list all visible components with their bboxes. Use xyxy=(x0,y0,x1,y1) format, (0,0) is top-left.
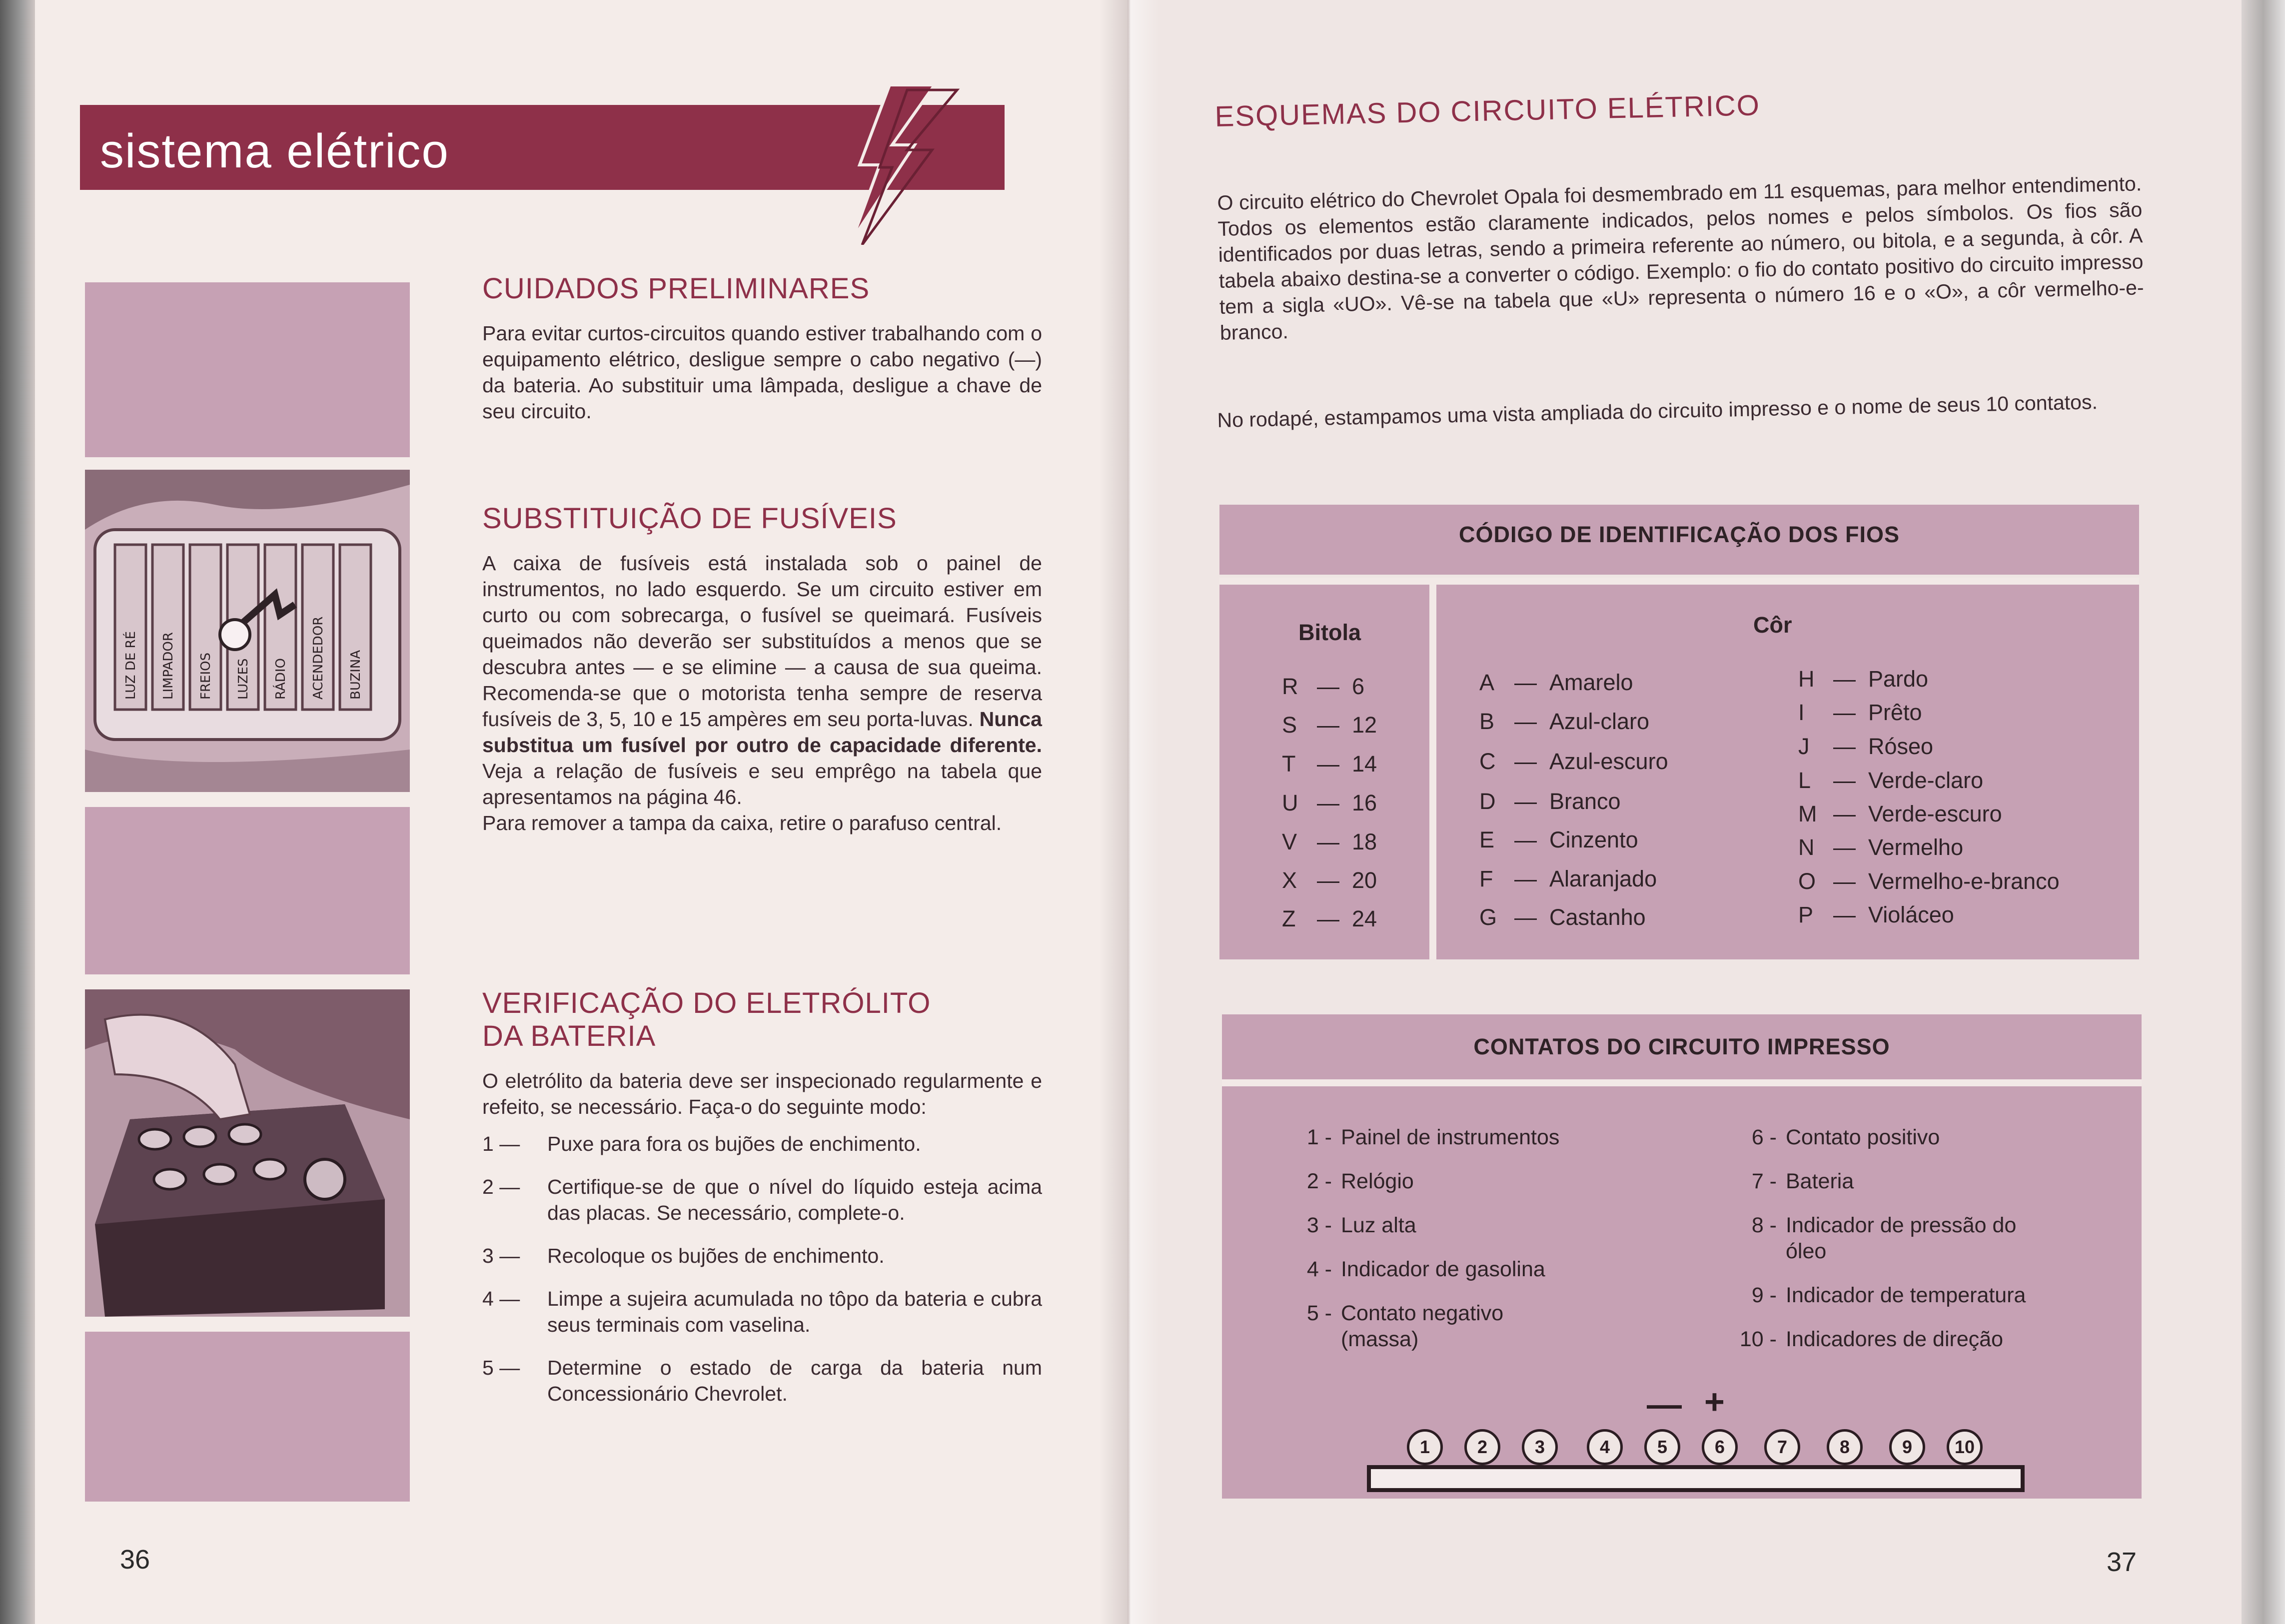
text-fusiveis-warning: Nunca substitua um fusível por outro de capacidade diferente. xyxy=(482,708,1042,757)
color-code: D xyxy=(1479,789,1496,814)
sidebar-panel-2 xyxy=(85,807,410,974)
page-title: sistema elétrico xyxy=(100,124,449,178)
text-fusiveis xyxy=(482,550,1042,810)
color-name: Pardo xyxy=(1868,666,1929,692)
table-divider xyxy=(1429,585,1436,959)
contacts-column-2 xyxy=(1729,1124,2039,1370)
color-code: I xyxy=(1798,700,1805,725)
wire-gauge: 20 xyxy=(1352,867,1377,893)
table-row: I — Prêto xyxy=(1798,700,1922,725)
step-number: 1 — xyxy=(482,1132,520,1155)
color-name: Azul-escuro xyxy=(1549,749,1668,774)
text-cuidados: Para evitar curtos-circuitos quando estiver trabalhando com o equipamento elétrico, desligue sempre o cabo negativo (—) da bateria. Ao substituir uma lâmpada, desligue a chave de seu circuito. xyxy=(482,322,1042,423)
table-row: C — Azul-escuro xyxy=(1479,749,1668,774)
wire-gauge: 18 xyxy=(1352,829,1377,854)
wire-code: T xyxy=(1282,751,1296,777)
text-eletrolito: O eletrólito da bateria deve ser inspecionado regularmente e refeito, se necessário. Faça-o do seguinte modo: xyxy=(482,1069,1042,1118)
fuse-label-limpador: LIMPADOR xyxy=(161,632,176,700)
table-row: O — Vermelho-e-branco xyxy=(1798,868,2060,894)
circuit-pin: 2 xyxy=(1464,1429,1500,1465)
color-code: A xyxy=(1479,670,1495,695)
table-row: J — Róseo xyxy=(1798,734,1934,759)
wire-gauge: 12 xyxy=(1352,712,1377,738)
footer-note-text: No rodapé, estampamos uma vista ampliada do circuito impresso e o nome de seus 10 contatos. xyxy=(1217,390,2098,432)
color-code: O xyxy=(1798,868,1816,894)
fuse-label-freios: FREIOS xyxy=(198,652,213,700)
step-text: Certifique-se de que o nível do líquido esteja acima das placas. Se necessário, complete-o. xyxy=(547,1175,1042,1224)
color-name: Róseo xyxy=(1868,734,1934,759)
heading-eletrolito-line1: VERIFICAÇÃO DO ELETRÓLITO xyxy=(482,987,931,1019)
list-item xyxy=(1729,1124,2039,1150)
contact-label: Luz alta xyxy=(1341,1213,1416,1237)
color-code: J xyxy=(1798,734,1810,759)
list-item xyxy=(1729,1282,2039,1308)
text-fusiveis-part1: A caixa de fusíveis está instalada sob o painel de instrumentos, no lado esquerdo. Se um circuito estiver em curto ou com sobrecarga, o fusível se queimará. Fusíveis queimados não deverão ser substituídos a menos que se descubra antes — e se elimine — a causa de sua queima. Recomenda-se que o motorista tenha sempre de reserva fusíveis de 3, 5, 10 e 15 ampères em seu porta-luvas. xyxy=(482,552,1042,731)
book-edge-right xyxy=(2242,0,2285,1624)
printed-circuit-board xyxy=(1367,1465,2025,1492)
circuit-pin: 8 xyxy=(1827,1429,1863,1465)
contact-number: 1 - xyxy=(1306,1125,1332,1149)
contact-label: Indicadores de direção xyxy=(1786,1327,2004,1351)
right-page-title: ESQUEMAS DO CIRCUITO ELÉTRICO xyxy=(1214,89,1761,133)
color-name: Branco xyxy=(1549,789,1621,814)
positive-terminal-icon: + xyxy=(1704,1382,1725,1421)
bitola-column-title: Bitola xyxy=(1298,620,1361,645)
section-fusiveis xyxy=(482,502,1042,836)
list-item xyxy=(1284,1300,1579,1352)
contact-label: Indicador de gasolina xyxy=(1341,1257,1545,1281)
fuse-box-photo xyxy=(85,470,410,792)
cor-column-title: Côr xyxy=(1753,612,1792,638)
section-cuidados xyxy=(482,272,1042,424)
list-item xyxy=(1729,1326,2039,1352)
contact-number: 7 - xyxy=(1751,1169,1777,1193)
color-name: Azul-claro xyxy=(1549,709,1650,734)
color-name: Prêto xyxy=(1868,700,1922,725)
color-name: Cinzento xyxy=(1549,827,1638,852)
wire-gauge: 6 xyxy=(1352,674,1365,699)
section-eletrolito xyxy=(482,987,1042,1424)
sidebar-panel-1 xyxy=(85,282,410,457)
text-fusiveis-part3: Para remover a tampa da caixa, retire o parafuso central. xyxy=(482,812,1002,834)
contact-label: Painel de instrumentos xyxy=(1341,1125,1560,1149)
table-row: R — 6 xyxy=(1282,674,1365,699)
step-text: Puxe para fora os bujões de enchimento. xyxy=(547,1132,921,1155)
color-name: Alaranjado xyxy=(1549,866,1657,891)
book-gutter xyxy=(1100,0,1159,1624)
fuse-label-buzina: BUZINA xyxy=(348,650,363,700)
contact-number: 8 - xyxy=(1751,1213,1777,1237)
step-number: 5 — xyxy=(482,1356,520,1379)
contact-label: Indicador de temperatura xyxy=(1786,1283,2026,1307)
list-item xyxy=(1284,1212,1579,1238)
circuit-pin: 9 xyxy=(1889,1429,1925,1465)
wire-code: V xyxy=(1282,829,1297,854)
table-row: P — Violáceo xyxy=(1798,902,1954,927)
color-name: Verde-escuro xyxy=(1868,801,2002,826)
table-row: S — 12 xyxy=(1282,712,1377,738)
heading-eletrolito-line2: DA BATERIA xyxy=(482,1020,656,1052)
battery-photo xyxy=(85,989,410,1317)
sidebar-panel-3 xyxy=(85,1332,410,1502)
table-row: A — Amarelo xyxy=(1479,670,1633,695)
contacts-column-1 xyxy=(1284,1124,1579,1370)
list-item xyxy=(1729,1168,2039,1194)
step-text: Limpe a sujeira acumulada no tôpo da bateria e cubra seus terminais com vaselina. xyxy=(547,1287,1042,1336)
page-number-left: 36 xyxy=(120,1545,150,1575)
contact-number: 9 - xyxy=(1751,1283,1777,1307)
step-text: Determine o estado de carga da bateria num Concessionário Chevrolet. xyxy=(547,1356,1042,1405)
circuit-pin: 3 xyxy=(1522,1429,1558,1465)
table-row: X — 20 xyxy=(1282,867,1377,893)
wire-gauge: 24 xyxy=(1352,906,1377,931)
list-item xyxy=(1284,1124,1579,1150)
step-number: 4 — xyxy=(482,1287,520,1310)
table-row: N — Vermelho xyxy=(1798,834,1964,860)
color-name: Amarelo xyxy=(1549,670,1633,695)
contact-label: Relógio xyxy=(1341,1169,1414,1193)
contact-number: 3 - xyxy=(1306,1213,1332,1237)
contact-number: 10 - xyxy=(1739,1327,1777,1351)
color-code: H xyxy=(1798,666,1815,692)
color-code: N xyxy=(1798,834,1815,860)
contact-number: 6 - xyxy=(1751,1125,1777,1149)
intro-text: O circuito elétrico do Chevrolet Opala foi desmembrado em 11 esquemas, para melhor entendimento. Todos os elementos estão claramente indicados, pelos nomes e pelos símbolos. Os fios são identificados por duas letras, sendo a primeira referente ao número, ou bitola, e a segunda, à côr. A tabela abaixo destina-se a converter o código. Exemplo: o fio do contato positivo do circuito impresso tem a sigla «UO». Vê-se na tabela que «U» representa o número 16 e o «O», a côr vermelho-e-branco. xyxy=(1217,172,2144,344)
color-code: M xyxy=(1798,801,1817,826)
table-row: Z — 24 xyxy=(1282,906,1377,931)
color-name: Castanho xyxy=(1549,904,1646,930)
list-item xyxy=(1729,1212,2039,1264)
list-item xyxy=(482,1243,1042,1269)
heading-fusiveis: SUBSTITUIÇÃO DE FUSÍVEIS xyxy=(482,502,897,535)
lightning-bolt-icon xyxy=(832,85,962,245)
color-code: E xyxy=(1479,827,1495,852)
wire-gauge: 16 xyxy=(1352,790,1377,815)
circuit-pin: 7 xyxy=(1764,1429,1800,1465)
color-name: Vermelho-e-branco xyxy=(1868,868,2060,894)
table-row: E — Cinzento xyxy=(1479,827,1638,852)
table-row: D — Branco xyxy=(1479,789,1621,814)
list-item xyxy=(1284,1256,1579,1282)
color-code: F xyxy=(1479,866,1493,891)
contacts-table-header: CONTATOS DO CIRCUITO IMPRESSO xyxy=(1222,1014,2142,1079)
list-item xyxy=(482,1355,1042,1407)
list-item xyxy=(482,1131,1042,1157)
fuse-label-acendedor: ACENDEDOR xyxy=(311,616,326,700)
list-item xyxy=(482,1286,1042,1338)
color-code: P xyxy=(1798,902,1814,927)
text-fusiveis-part2: Veja a relação de fusíveis e seu emprêgo na tabela que apresentamos na página 46. xyxy=(482,760,1042,809)
color-code: L xyxy=(1798,768,1811,793)
table-divider xyxy=(1222,1079,2142,1086)
table-row: L — Verde-claro xyxy=(1798,768,1984,793)
page-number-right: 37 xyxy=(2107,1547,2137,1577)
wire-table-header: CÓDIGO DE IDENTIFICAÇÃO DOS FIOS xyxy=(1219,505,2139,575)
fuse-label-luzes: LUZES xyxy=(236,658,251,700)
table-row: U — 16 xyxy=(1282,790,1377,815)
step-number: 2 — xyxy=(482,1175,520,1198)
table-row: M — Verde-escuro xyxy=(1798,801,2002,826)
table-row: B — Azul-claro xyxy=(1479,709,1650,734)
color-code: C xyxy=(1479,749,1496,774)
fuse-label-luz-de-re: LUZ DE RÉ xyxy=(123,631,138,700)
step-number: 3 — xyxy=(482,1244,520,1267)
book-spine-left xyxy=(0,0,35,1624)
negative-terminal-icon: — xyxy=(1647,1385,1682,1424)
heading-cuidados: CUIDADOS PRELIMINARES xyxy=(482,272,870,305)
fuse-label-radio: RÁDIO xyxy=(273,658,288,700)
circuit-pins xyxy=(1407,1429,1977,1469)
circuit-pin: 10 xyxy=(1947,1429,1983,1465)
wire-code: X xyxy=(1282,867,1297,893)
table-row: V — 18 xyxy=(1282,829,1377,854)
circuit-pin: 6 xyxy=(1702,1429,1738,1465)
circuit-pin: 1 xyxy=(1407,1429,1443,1465)
contact-label: Indicador de pressão do óleo xyxy=(1786,1213,2017,1263)
color-name: Violáceo xyxy=(1868,902,1954,927)
color-code: B xyxy=(1479,709,1495,734)
circuit-pin: 5 xyxy=(1644,1429,1680,1465)
contact-number: 5 - xyxy=(1306,1301,1332,1325)
table-row: G — Castanho xyxy=(1479,904,1646,930)
steps-list xyxy=(482,1131,1042,1407)
contact-number: 2 - xyxy=(1306,1169,1332,1193)
color-code: G xyxy=(1479,904,1497,930)
wire-gauge: 14 xyxy=(1352,751,1377,777)
color-name: Verde-claro xyxy=(1868,768,1984,793)
contact-label: Contato positivo xyxy=(1786,1125,1940,1149)
contact-label: Bateria xyxy=(1786,1169,1854,1193)
table-row: H — Pardo xyxy=(1798,666,1929,692)
step-text: Recoloque os bujões de enchimento. xyxy=(547,1244,885,1267)
wire-code: R xyxy=(1282,674,1298,699)
list-item xyxy=(1284,1168,1579,1194)
wire-code: U xyxy=(1282,790,1298,815)
table-row: F — Alaranjado xyxy=(1479,866,1657,891)
list-item xyxy=(482,1174,1042,1226)
wire-code: Z xyxy=(1282,906,1296,931)
contact-number: 4 - xyxy=(1306,1257,1332,1281)
table-row: T — 14 xyxy=(1282,751,1377,777)
table-divider xyxy=(1219,578,2139,585)
color-name: Vermelho xyxy=(1868,834,1964,860)
circuit-pin: 4 xyxy=(1587,1429,1623,1465)
contact-label: Contato negativo (massa) xyxy=(1341,1301,1504,1351)
wire-code: S xyxy=(1282,712,1297,738)
